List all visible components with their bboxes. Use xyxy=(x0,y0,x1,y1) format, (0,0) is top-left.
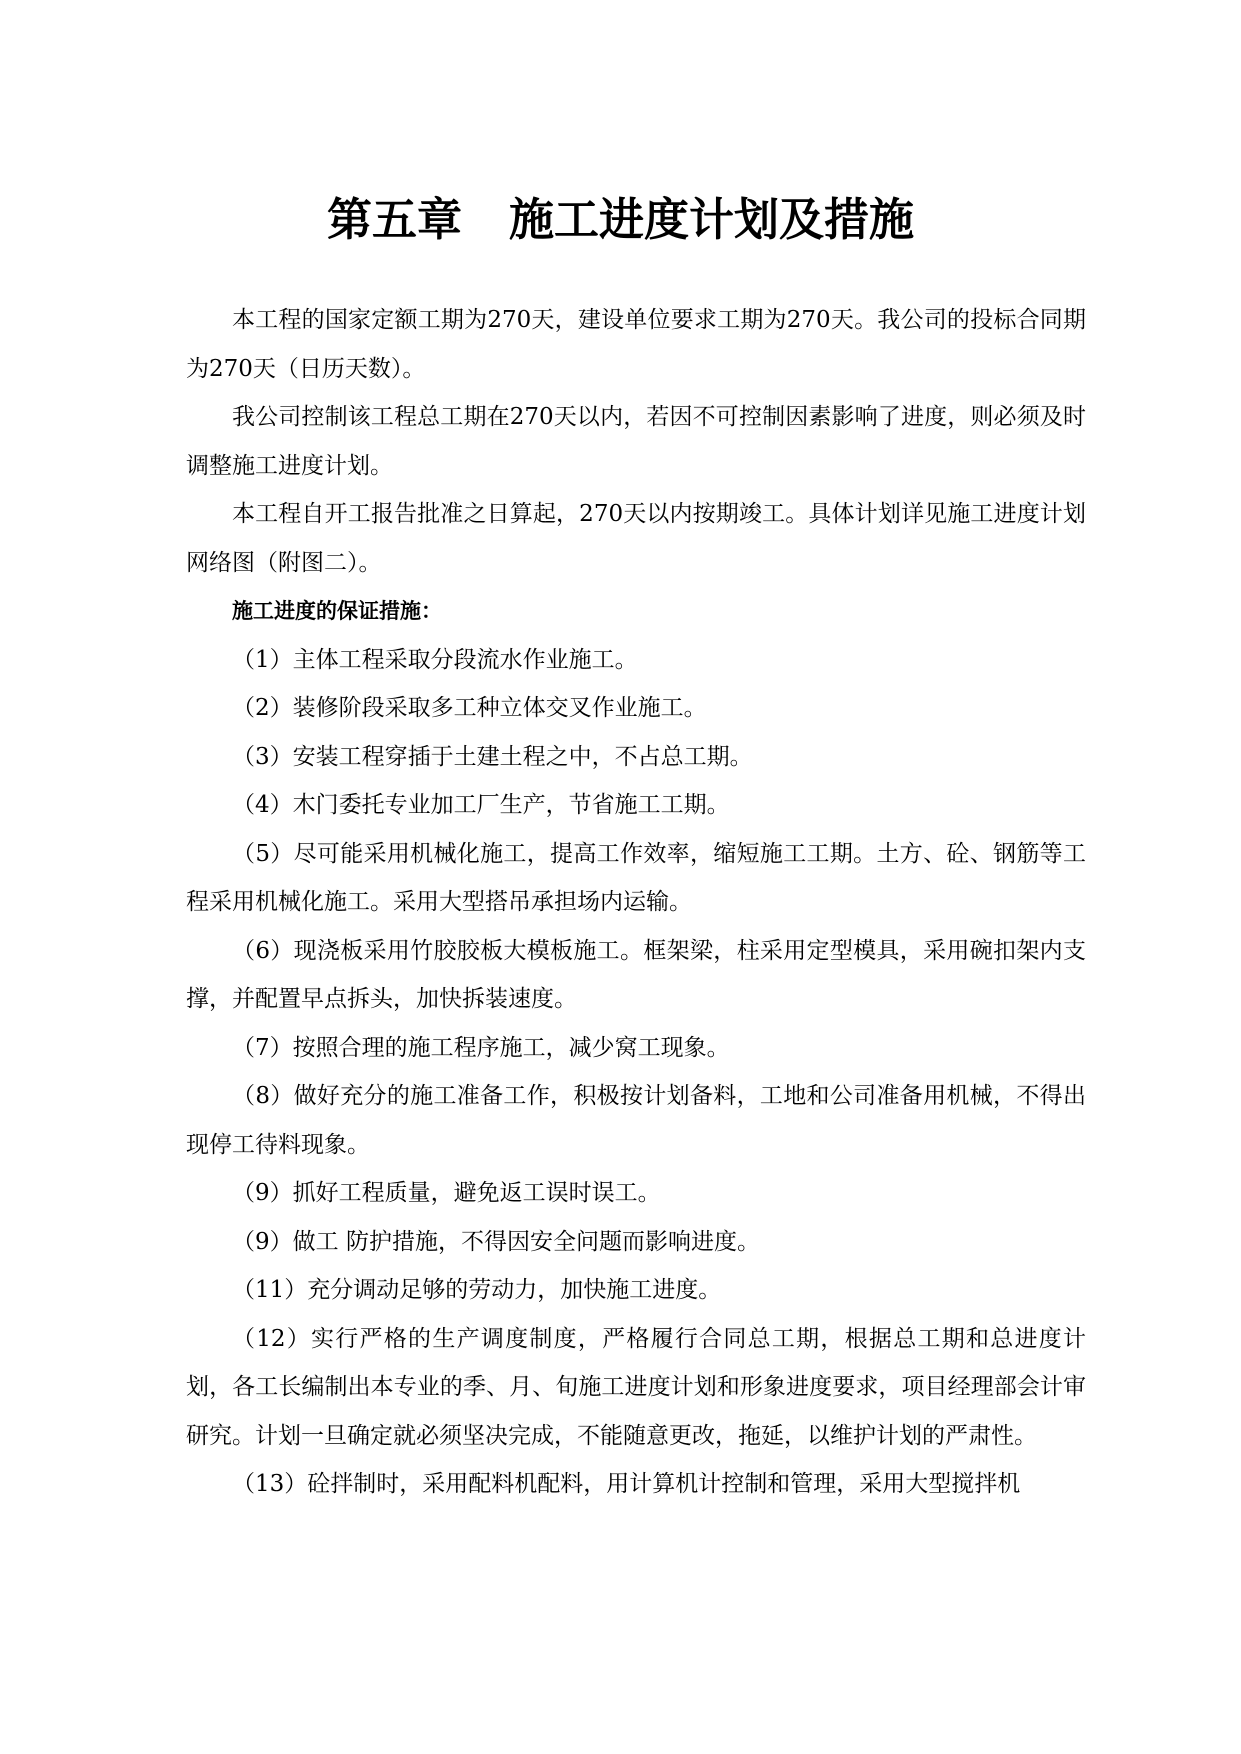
paragraph: （12）实行严格的生产调度制度，严格履行合同总工期，根据总工期和总进度计划，各工长编制出本专业的季、月、旬施工进度计划和形象进度要求，项目经理部会计审研究。计划一旦确定就必须坚决完成，不能随意更改，拖延，以维护计划的严肃性。 xyxy=(186,1325,1086,1449)
paragraph: （9）做工 防护措施，不得因安全问题而影响进度。 xyxy=(232,1228,760,1255)
paragraph: （11）充分调动足够的劳动力，加快施工进度。 xyxy=(232,1277,722,1303)
paragraph: （8）做好充分的施工准备工作，积极按计划备料，工地和公司准备用机械，不得出现停工待料现象。 xyxy=(186,1083,1086,1158)
section-heading: 施工进度的保证措施： xyxy=(232,599,442,623)
paragraph: （9）抓好工程质量，避免返工误时误工。 xyxy=(232,1180,661,1206)
paragraph: （2）装修阶段采取多工种立体交叉作业施工。 xyxy=(232,695,707,721)
paragraph: （5）尽可能采用机械化施工，提高工作效率，缩短施工工期。土方、砼、钢筋等工程采用机械化施工。采用大型搭吊承担场内运输。 xyxy=(186,840,1086,915)
paragraph: （6）现浇板采用竹胶胶板大模板施工。框架梁，柱采用定型模具，采用碗扣架内支撑，并配置早点拆头，加快拆装速度。 xyxy=(186,937,1086,1012)
paragraph: 本工程自开工报告批准之日算起，270天以内按期竣工。具体计划详见施工进度计划网络图（附图二）。 xyxy=(186,501,1086,576)
chapter-title: 第五章 施工进度计划及措施 xyxy=(326,193,914,246)
document-body xyxy=(186,296,1086,1509)
paragraph: （7）按照合理的施工程序施工，减少窝工现象。 xyxy=(232,1034,730,1061)
paragraph: （13）砼拌制时，采用配料机配料，用计算机计控制和管理，采用大型搅拌机 xyxy=(232,1471,1021,1497)
paragraph: 我公司控制该工程总工期在270天以内，若因不可控制因素影响了进度，则必须及时调整施工进度计划。 xyxy=(186,404,1086,479)
paragraph: 本工程的国家定额工期为270天，建设单位要求工期为270天。我公司的投标合同期为270天（日历天数）。 xyxy=(186,307,1086,382)
paragraph: （4）木门委托专业加工厂生产，节省施工工期。 xyxy=(232,792,730,818)
paragraph: （1）主体工程采取分段流水作业施工。 xyxy=(232,646,638,673)
paragraph: （3）安装工程穿插于土建土程之中，不占总工期。 xyxy=(232,743,753,770)
